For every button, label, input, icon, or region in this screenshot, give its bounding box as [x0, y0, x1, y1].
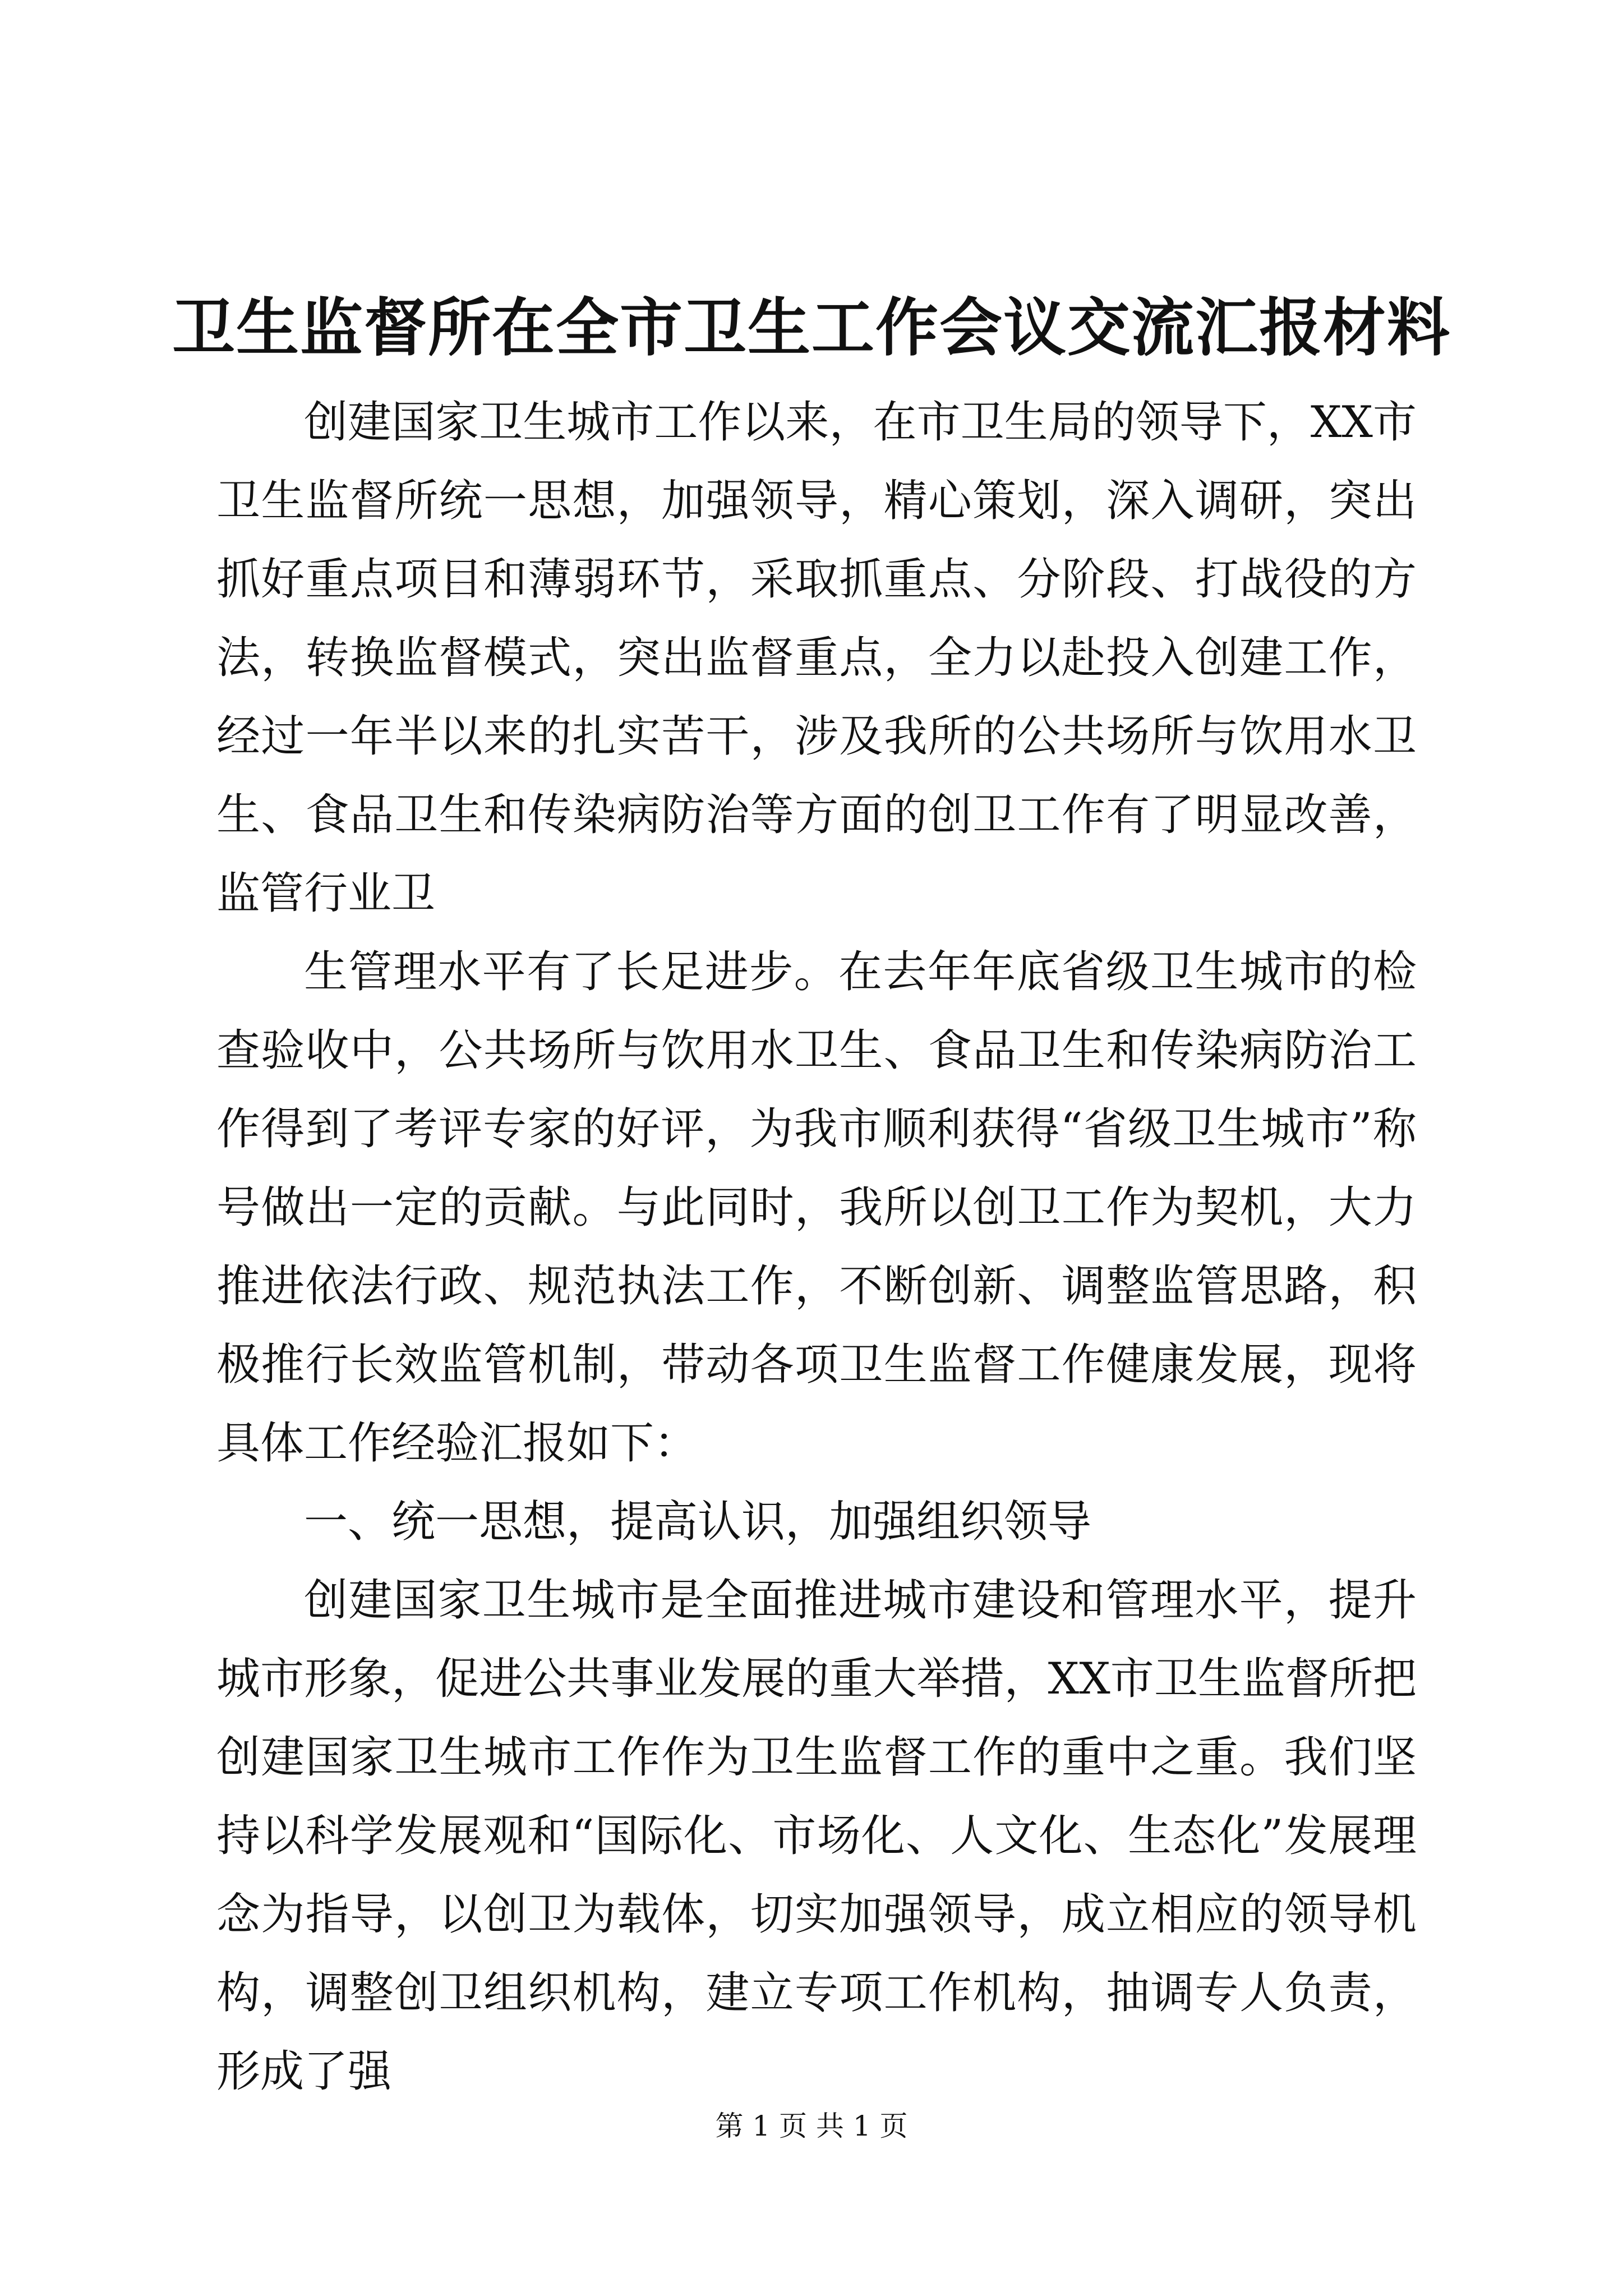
- paragraph-section-1: 创建国家卫生城市是全面推进城市建设和管理水平，提升城市形象，促进公共事业发展的重大举措，XX市卫生监督所把创建国家卫生城市工作作为卫生监督工作的重中之重。我们坚持以科学发展观和“国际化、市场化、人文化、生态化”发展理念为指导，以创卫为载体，切实加强领导，成立相应的领导机构，调整创卫组织机构，建立专项工作机构，抽调专人负责，形成了强: [216, 1575, 1417, 2097]
- paragraph-progress: 生管理水平有了长足进步。在去年年底省级卫生城市的检查验收中，公共场所与饮用水卫生、食品卫生和传染病防治工作得到了考评专家的好评，为我市顺利获得“省级卫生城市”称号做出一定的贡献。与此同时，我所以创卫工作为契机，大力推进依法行政、规范执法工作，不断创新、调整监管思路，积极推行长效监管机制，带动各项卫生监督工作健康发展，现将具体工作经验汇报如下：: [216, 947, 1417, 1469]
- page-number-footer: 第 1 页 共 1 页: [715, 2110, 908, 2142]
- document-title: 卫生监督所在全市卫生工作会议交流汇报材料: [172, 291, 1451, 365]
- document-body: [216, 383, 1417, 2111]
- section-heading-1: 一、统一思想，提高认识，加强组织领导: [304, 1497, 1092, 1547]
- paragraph-intro: 创建国家卫生城市工作以来，在市卫生局的领导下，XX市卫生监督所统一思想，加强领导，精心策划，深入调研，突出抓好重点项目和薄弱环节，采取抓重点、分阶段、打战役的方法，转换监督模式，突出监督重点，全力以赴投入创建工作，经过一年半以来的扎实苦干，涉及我所的公共场所与饮用水卫生、食品卫生和传染病防治等方面的创卫工作有了明显改善，监管行业卫: [216, 397, 1417, 919]
